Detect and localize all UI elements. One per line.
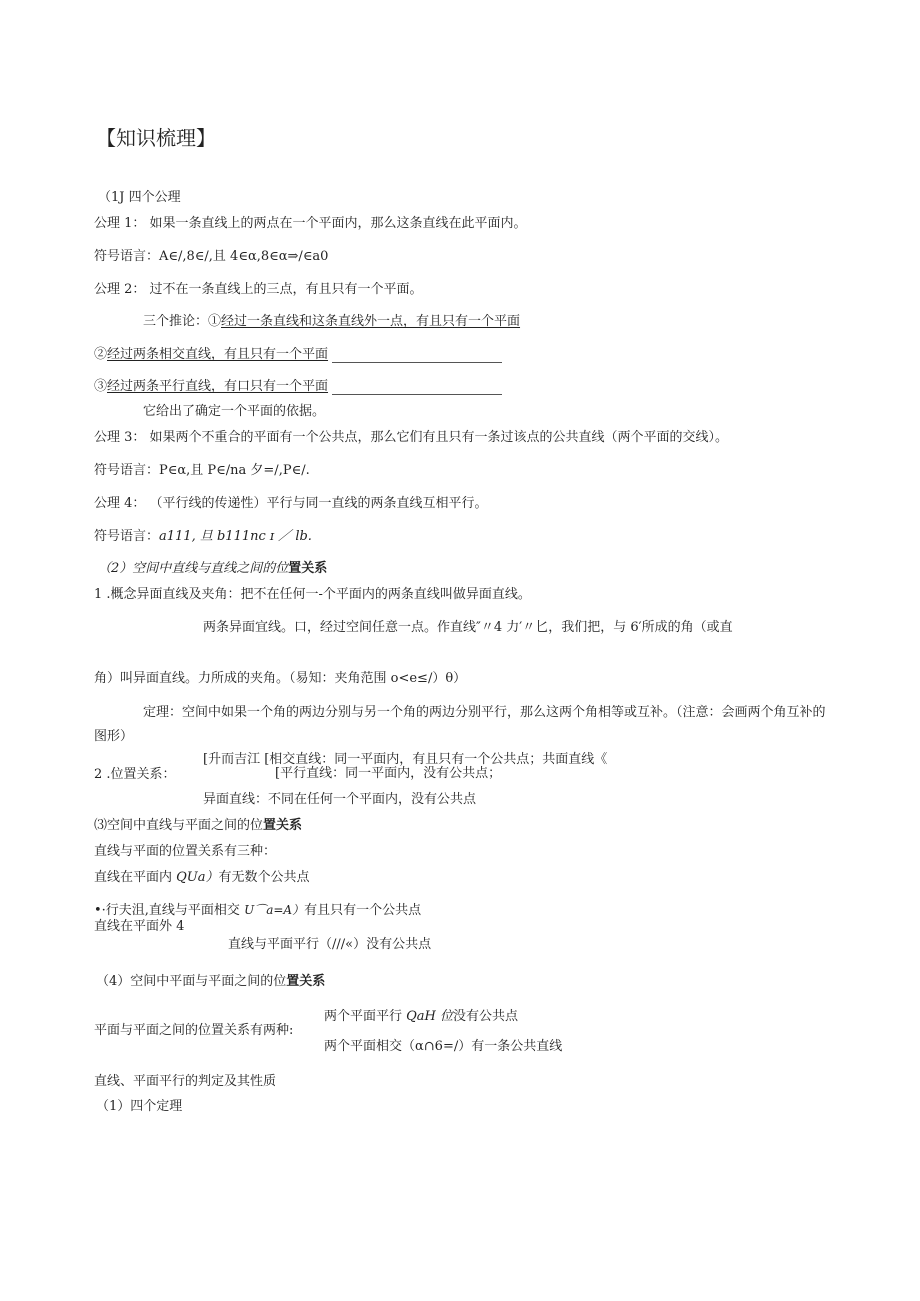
axiom-1: 公理 1： 如果一条直线上的两点在一个平面内，那么这条直线在此平面内。 xyxy=(94,216,527,231)
line-intersect-symbol: U⌒a=A） xyxy=(244,903,305,917)
planes-parallel-desc: 没有公共点 xyxy=(453,1009,519,1024)
skew-angle-line-1: 两条异面宜线。口，经过空间任意一点。作直线″〃4 力′〃匕，我们把，与 6′所成的角（或直 xyxy=(203,620,733,635)
line-in-plane xyxy=(94,870,310,886)
section-heading-line-line xyxy=(98,561,327,577)
corollary-label: 三个推论：① xyxy=(143,314,222,329)
line-intersect-text: •·行夫沮,直线与平面相交 xyxy=(94,903,245,918)
corollary-2-number: ② xyxy=(94,347,108,362)
axiom-4-symbol-prefix: 符号语言： xyxy=(94,529,160,544)
page-title: 【知识梳理】 xyxy=(96,126,216,150)
planes-intersect: 两个平面相交（α∩6=∕）有一条公共直线 xyxy=(324,1039,563,1054)
corollary-1 xyxy=(143,314,520,330)
heading-text: （2）空间中直线与直线之间的位 xyxy=(98,561,289,576)
line-outside-plane: 直线在平面外 4 xyxy=(94,919,185,934)
skew-lines-definition: 1 .概念异面直线及夹角：把不在任何一-个平面内的两条直线叫做异面直线。 xyxy=(94,587,531,602)
next-section-title: 直线、平面平行的判定及其性质 xyxy=(94,1074,277,1089)
position-bracket-parallel: [平行直线：同一平面内，没有公共点； xyxy=(275,766,502,781)
corollary-2-text: 经过两条相交直线，有且只有一个平面 xyxy=(107,347,329,362)
blank-line xyxy=(332,394,502,395)
axiom-3: 公理 3： 如果两个不重合的平面有一个公共点，那么它们有且只有一条过该点的公共直线（两个平面的交线）。 xyxy=(94,430,729,445)
corollary-2 xyxy=(94,347,502,363)
line-in-plane-desc: 有无数个公共点 xyxy=(218,870,310,885)
line-parallel-plane: 直线与平面平行（///«）没有公共点 xyxy=(228,937,432,952)
axiom-1-symbol: 符号语言：A∈∕,8∈∕,且 4∈α,8∈α⇒∕∈a0 xyxy=(94,249,329,264)
corollary-3-text: 经过两条平行直线，有口只有一个平面 xyxy=(107,379,329,394)
corollary-1-text: 经过一条直线和这条直线外一点，有且只有一个平面 xyxy=(221,314,521,329)
heading-text: ⑶空间中直线与平面之间的位 xyxy=(94,818,264,833)
planes-parallel-symbol: QaH 位 xyxy=(406,1009,454,1024)
line-intersect-plane xyxy=(94,902,421,919)
theorem-line-1: 定理：空间中如果一个角的两边分别与另一个角的两边分别平行，那么这两个角相等或互补。（注意：会画两个角互补的 xyxy=(143,705,826,720)
line-plane-intro: 直线与平面的位置关系有三种： xyxy=(94,844,277,859)
position-relations-label: 2 .位置关系： xyxy=(94,767,176,782)
line-in-plane-symbol: QUa） xyxy=(176,870,219,885)
heading-text: （4）空间中平面与平面之间的位 xyxy=(96,974,287,989)
line-intersect-desc: 有且只有一个公共点 xyxy=(304,903,422,918)
theorem-line-2: 图形） xyxy=(94,729,134,744)
skew-angle-line-2: 角）叫异面直线。力所成的夹角。（易知：夹角范围 o<e≤∕）θ） xyxy=(94,671,467,686)
position-bracket-top: [升而吉江 [相交直线：同一平面内，有且只有一个公共点；共面直线《 xyxy=(203,752,608,767)
heading-bold-text: 置关系 xyxy=(288,561,328,576)
line-in-plane-text: 直线在平面内 xyxy=(94,870,177,885)
section-heading-axioms: （1J 四个公理 xyxy=(98,190,181,205)
section-heading-plane-plane xyxy=(96,974,325,990)
next-section-heading: （1）四个定理 xyxy=(96,1099,183,1114)
position-skew: 异面直线：不同在任何一个平面内，没有公共点 xyxy=(203,792,477,807)
corollary-3-number: ③ xyxy=(94,379,108,394)
axiom-2: 公理 2： 过不在一条直线上的三点，有且只有一个平面。 xyxy=(94,282,423,297)
corollary-3 xyxy=(94,379,502,395)
blank-line xyxy=(332,362,502,363)
axiom-4: 公理 4： （平行线的传递性）平行与同一直线的两条直线互相平行。 xyxy=(94,496,488,511)
planes-parallel xyxy=(324,1009,518,1025)
section-heading-line-plane xyxy=(94,818,302,834)
heading-bold-text: 置关系 xyxy=(263,818,303,833)
planes-parallel-text: 两个平面平行 xyxy=(324,1009,407,1024)
heading-bold-text: 置关系 xyxy=(286,974,326,989)
plane-plane-intro: 平面与平面之间的位置关系有两种: xyxy=(94,1023,294,1038)
axiom-3-symbol: 符号语言：P∈α,且 P∈∕na 夕=∕,P∈∕. xyxy=(94,463,310,478)
axiom-4-symbol xyxy=(94,529,312,545)
plane-basis: 它给出了确定一个平面的依据。 xyxy=(143,404,326,419)
axiom-4-symbol-text: a111, 旦 b111nc ɪ ／ lb. xyxy=(159,529,312,544)
